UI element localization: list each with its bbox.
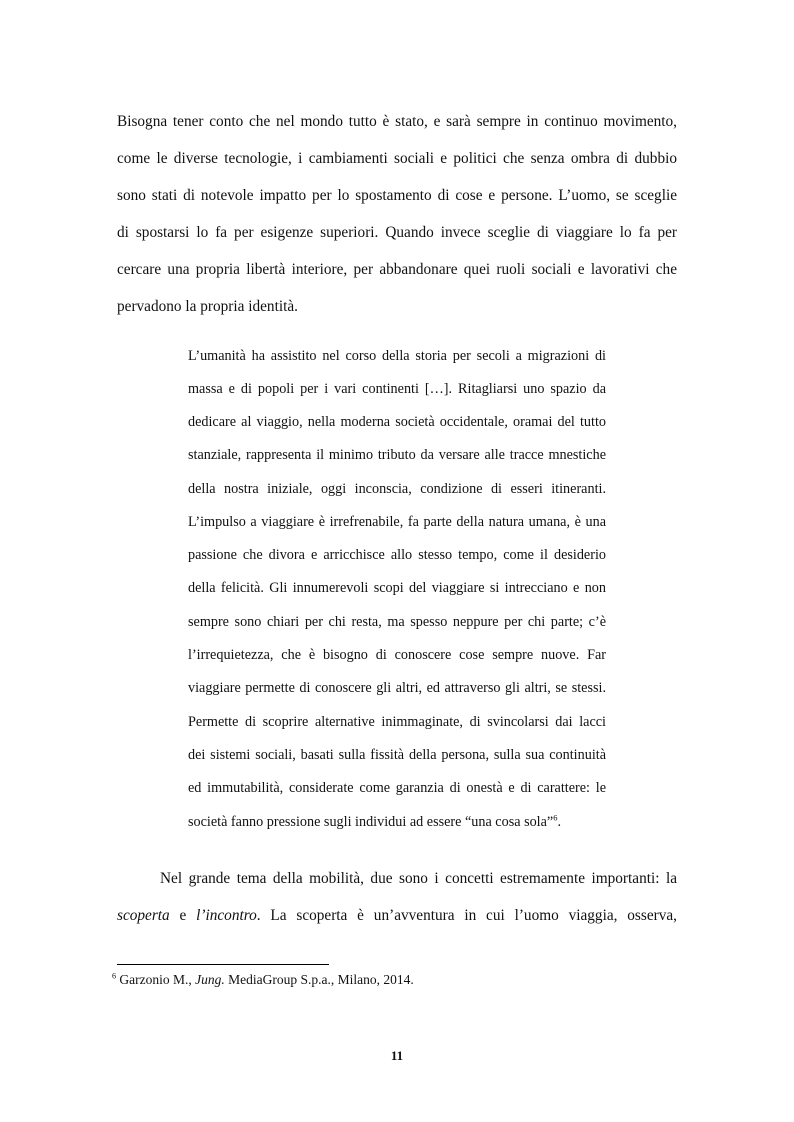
footnote-number: 6 [112, 971, 117, 981]
quote-line-13: dei sistemi sociali, basati sulla fissità della persona, sulla sua continuità [188, 747, 606, 763]
paragraph-1-line-5: cercare una propria libertà interiore, per abbandonare quei ruoli sociali e lavorativi che [117, 261, 677, 278]
quote-line-7: passione che divora e arricchisce allo stesso tempo, come il desiderio [188, 547, 606, 563]
quote-line-11: viaggiare permette di conoscere gli altri, ed attraverso gli altri, se stessi. [188, 680, 606, 696]
quote-line-15: società fanno pressione sugli individui ad essere “una cosa sola”$^6$. [188, 812, 562, 830]
quote-line-2: massa e di popoli per i vari continenti […]. Ritagliarsi uno spazio da [188, 381, 606, 397]
page-number: 11 [390, 1048, 404, 1063]
paragraph-2-line-1: Nel grande tema della mobilità, due sono i concetti estremamente importanti: la [160, 870, 677, 887]
quote-line-1: L’umanità ha assistito nel corso della storia per secoli a migrazioni di [188, 348, 606, 364]
quote-line-12: Permette di scoprire alternative inimmaginate, di svincolarsi dai lacci [188, 714, 606, 730]
footnote-title: Jung. [195, 972, 225, 987]
quote-line-4: stanziale, rappresenta il minimo tributo da versare alle tracce mnestiche [188, 447, 606, 463]
paragraph-1-line-3: sono stati di notevole impatto per lo spostamento di cose e persone. L’uomo, se sceglie [117, 187, 677, 204]
paragraph-1-line-6: pervadono la propria identità. [117, 298, 298, 315]
quote-line-3: dedicare al viaggio, nella moderna società occidentale, oramai del tutto [188, 414, 606, 430]
quote-line-6: L’impulso a viaggiare è irrefrenabile, fa parte della natura umana, è una [188, 514, 606, 530]
paragraph-1-line-2: come le diverse tecnologie, i cambiamenti sociali e politici che senza ombra di dubbio [117, 150, 677, 167]
quote-line-5: della nostra iniziale, oggi inconscia, condizione di esseri itineranti. [188, 481, 606, 497]
term-scoperta: scoperta [117, 907, 170, 924]
quote-line-9: sempre sono chiari per chi resta, ma spesso neppure per chi parte; c’è [188, 614, 606, 630]
quote-line-14: ed immutabilità, considerate come garanzia di onestà e di carattere: le [188, 780, 606, 796]
paragraph-1-line-4: di spostarsi lo fa per esigenze superiori. Quando invece sceglie di viaggiare lo fa per [117, 224, 677, 241]
quote-line-8: della felicità. Gli innumerevoli scopi del viaggiare si intrecciano e non [188, 580, 606, 596]
paragraph-1-line-1: Bisogna tener conto che nel mondo tutto è stato, e sarà sempre in continuo movimento, [117, 113, 677, 130]
footnote: $^6$ Garzonio M., Jung. MediaGroup S.p.a., Milano, 2014. [112, 971, 414, 987]
footnote-separator [117, 964, 329, 965]
term-incontro: l’incontro [196, 907, 257, 924]
footnote-reference[interactable]: 6 [553, 812, 558, 823]
paragraph-2-line-2: scoperta e l’incontro. La scoperta è un’avventura in cui l’uomo viaggia, osserva, [117, 907, 677, 924]
quote-last-text: società fanno pressione sugli individui ad essere “una cosa sola” [188, 814, 554, 830]
quote-line-10: l’irrequietezza, che è bisogno di conoscere cose sempre nuove. Far [188, 647, 606, 663]
